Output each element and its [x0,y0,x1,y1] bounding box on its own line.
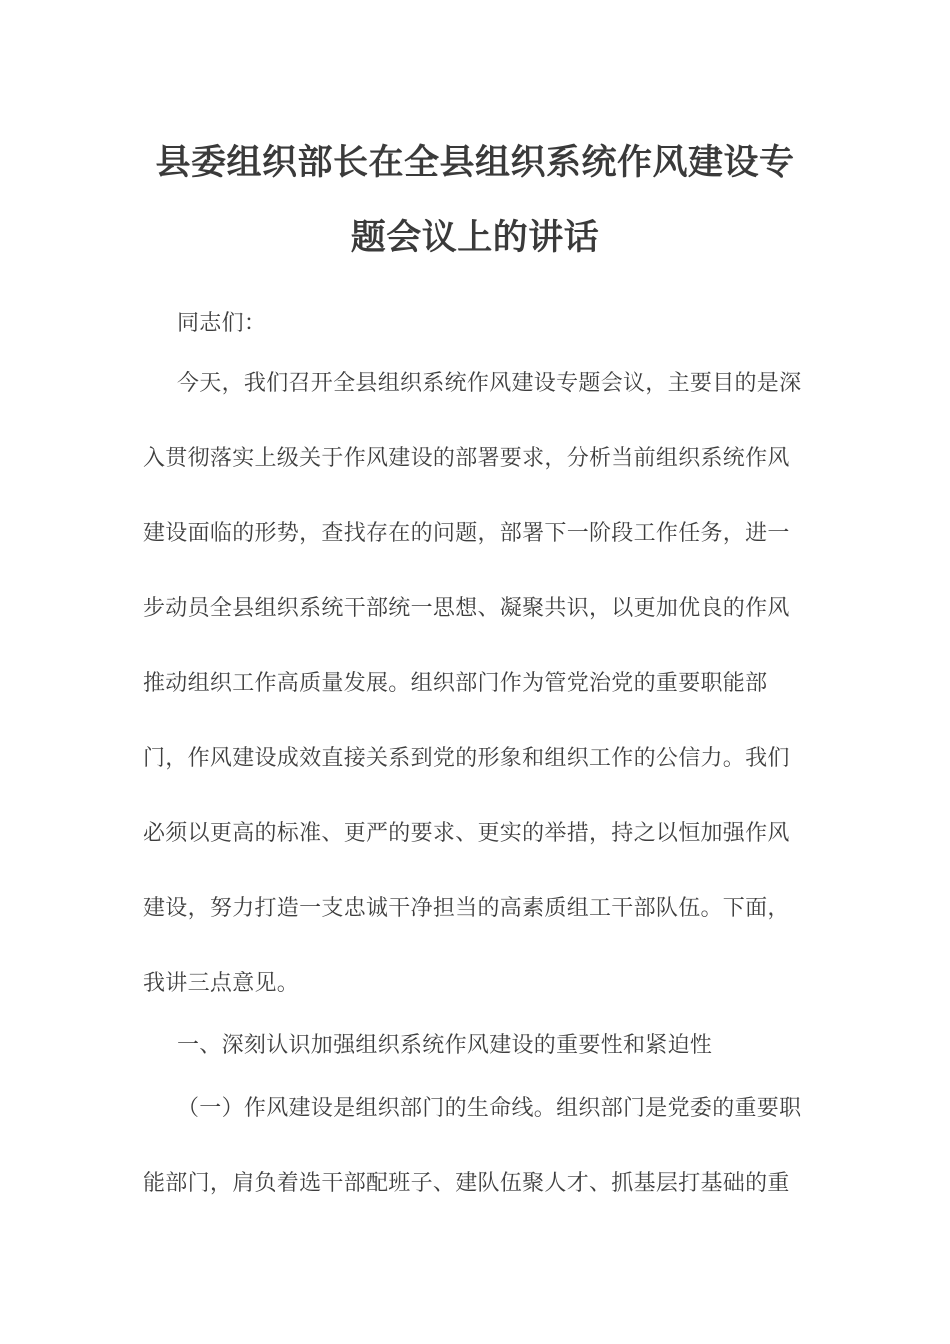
text-line: 一、深刻认识加强组织系统作风建设的重要性和紧迫性 [177,1032,713,1057]
text-line: 我讲三点意见。 [143,970,300,995]
text-line: 能部门，肩负着选干部配班子、建队伍聚人才、抓基层打基础的重 [143,1170,790,1195]
text-line: 建设面临的形势，查找存在的问题，部署下一阶段工作任务，进一 [143,520,790,545]
text-line: 同志们： [177,310,267,335]
text-line: 门，作风建设成效直接关系到党的形象和组织工作的公信力。我们 [143,745,790,770]
text-line: 步动员全县组织系统干部统一思想、凝聚共识，以更加优良的作风 [143,595,790,620]
text-line: 今天，我们召开全县组织系统作风建设专题会议，主要目的是深 [177,370,802,395]
document-title-line: 题会议上的讲话 [350,218,600,257]
document-text-layer [143,0,807,1344]
text-line: 推动组织工作高质量发展。组织部门作为管党治党的重要职能部 [143,670,768,695]
text-line: 必须以更高的标准、更严的要求、更实的举措，持之以恒加强作风 [143,820,790,845]
text-line: 入贯彻落实上级关于作风建设的部署要求，分析当前组织系统作风 [143,445,790,470]
text-line: 建设，努力打造一支忠诚干净担当的高素质组工干部队伍。下面， [143,895,790,920]
document-title-line: 县委组织部长在全县组织系统作风建设专 [155,143,795,182]
text-line: （一）作风建设是组织部门的生命线。组织部门是党委的重要职 [177,1095,802,1120]
